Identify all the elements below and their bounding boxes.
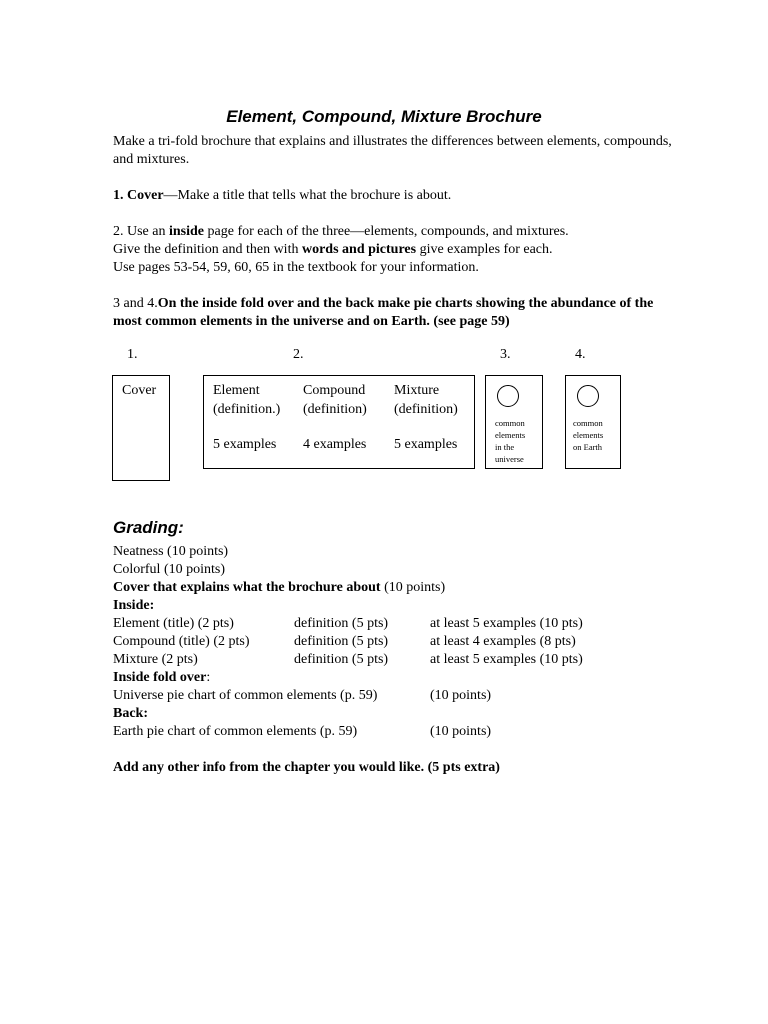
- cover-panel: [112, 375, 170, 481]
- grading-inside-fold-colon: :: [206, 670, 211, 685]
- step-3-4-prefix: 3 and 4.: [113, 296, 158, 311]
- grading-cover: [113, 579, 445, 597]
- grading-element-examples: at least 5 examples (10 pts): [430, 616, 583, 631]
- step-1-label: 1. Cover: [113, 188, 164, 203]
- step-3-4-bold: On the inside fold over and the back make pie charts showing the abundance of the most common elements in the universe and on Earth. (see page 59): [113, 296, 654, 329]
- element-name: Element: [213, 383, 260, 398]
- grading-universe-item: Universe pie chart of common elements (p. 59): [113, 688, 378, 703]
- grading-cover-label: Cover that explains what the brochure about: [113, 580, 381, 595]
- mixture-definition: (definition): [394, 402, 458, 417]
- grading-universe-points: (10 points): [430, 688, 492, 703]
- step-3-4: [113, 295, 673, 331]
- diagram-number-2: 2.: [293, 347, 304, 362]
- earth-pie-circle: [577, 385, 599, 407]
- grading-earth-points: (10 points): [430, 724, 492, 739]
- step-2-line-2: [113, 241, 553, 259]
- step-1: [113, 187, 451, 205]
- diagram-number-4: 4.: [575, 347, 586, 362]
- step-2-text: give examples for each.: [416, 242, 553, 257]
- step-2-text: 2. Use an: [113, 224, 169, 239]
- grading-compound-def: definition (5 pts): [294, 634, 389, 649]
- mixture-examples: 5 examples: [394, 437, 458, 452]
- grading-mixture-def: definition (5 pts): [294, 652, 389, 667]
- grading-inside-fold-label: Inside fold over: [113, 670, 207, 685]
- earth-line: elements: [573, 430, 604, 440]
- grading-earth-item: Earth pie chart of common elements (p. 59): [113, 724, 358, 739]
- grading-back-label: [113, 705, 148, 723]
- mixture-column: [394, 381, 458, 454]
- grading-mixture-examples: at least 5 examples (10 pts): [430, 652, 583, 667]
- diagram-number-1: 1.: [127, 347, 138, 362]
- step-2-bold-inside: inside: [169, 224, 205, 239]
- grading-element-item: Element (title) (2 pts): [113, 616, 234, 631]
- grading-extra-text: Add any other info from the chapter you would like. (5 pts extra): [113, 760, 500, 775]
- diagram-number-3: 3.: [500, 347, 511, 362]
- grading-element-def: definition (5 pts): [294, 616, 389, 631]
- compound-definition: (definition): [303, 402, 367, 417]
- universe-line: in the: [495, 442, 515, 452]
- grading-compound-item: Compound (title) (2 pts): [113, 634, 250, 649]
- grading-inside-text: Inside:: [113, 598, 155, 613]
- cover-panel-label: Cover: [122, 383, 157, 398]
- grading-mixture-item: Mixture (2 pts): [113, 652, 198, 667]
- grading-extra: [113, 759, 500, 777]
- element-column: [213, 381, 280, 454]
- grading-heading: Grading:: [113, 518, 184, 537]
- universe-panel-text: [495, 417, 525, 465]
- earth-panel-text: [573, 417, 603, 453]
- grading-inside-fold: [113, 669, 210, 687]
- element-examples: 5 examples: [213, 437, 277, 452]
- step-2-bold-words: words and pictures: [301, 242, 417, 257]
- intro-paragraph: Make a tri-fold brochure that explains and illustrates the differences between elements, compounds, and mixtures.: [113, 134, 672, 167]
- step-2-text: Give the definition and then with: [113, 242, 302, 257]
- grading-back-text: Back:: [113, 706, 148, 721]
- compound-examples: 4 examples: [303, 437, 367, 452]
- step-1-text: —Make a title that tells what the brochure is about.: [163, 188, 452, 203]
- compound-name: Compound: [303, 383, 366, 398]
- step-2-line-3: Use pages 53-54, 59, 60, 65 in the textbook for your information.: [113, 260, 479, 275]
- grading-inside-label: [113, 597, 154, 615]
- step-2-text: page for each of the three—elements, compounds, and mixtures.: [204, 224, 569, 239]
- universe-panel: [485, 375, 543, 469]
- universe-line: elements: [495, 430, 526, 440]
- earth-line: common: [573, 418, 603, 428]
- universe-line: common: [495, 418, 525, 428]
- earth-panel: [565, 375, 621, 469]
- inside-panel: [203, 375, 475, 469]
- grading-compound-examples: at least 4 examples (8 pts): [430, 634, 576, 649]
- universe-pie-circle: [497, 385, 519, 407]
- step-2-line-1: [113, 223, 569, 241]
- compound-column: [303, 381, 367, 454]
- mixture-name: Mixture: [394, 383, 440, 398]
- grading-colorful: Colorful (10 points): [113, 562, 225, 577]
- grading-cover-points: (10 points): [380, 580, 446, 595]
- page-title: Element, Compound, Mixture Brochure: [226, 107, 542, 126]
- grading-neatness: Neatness (10 points): [113, 544, 229, 559]
- element-definition: (definition.): [213, 402, 281, 417]
- earth-line: on Earth: [573, 442, 603, 452]
- universe-line: universe: [495, 454, 524, 464]
